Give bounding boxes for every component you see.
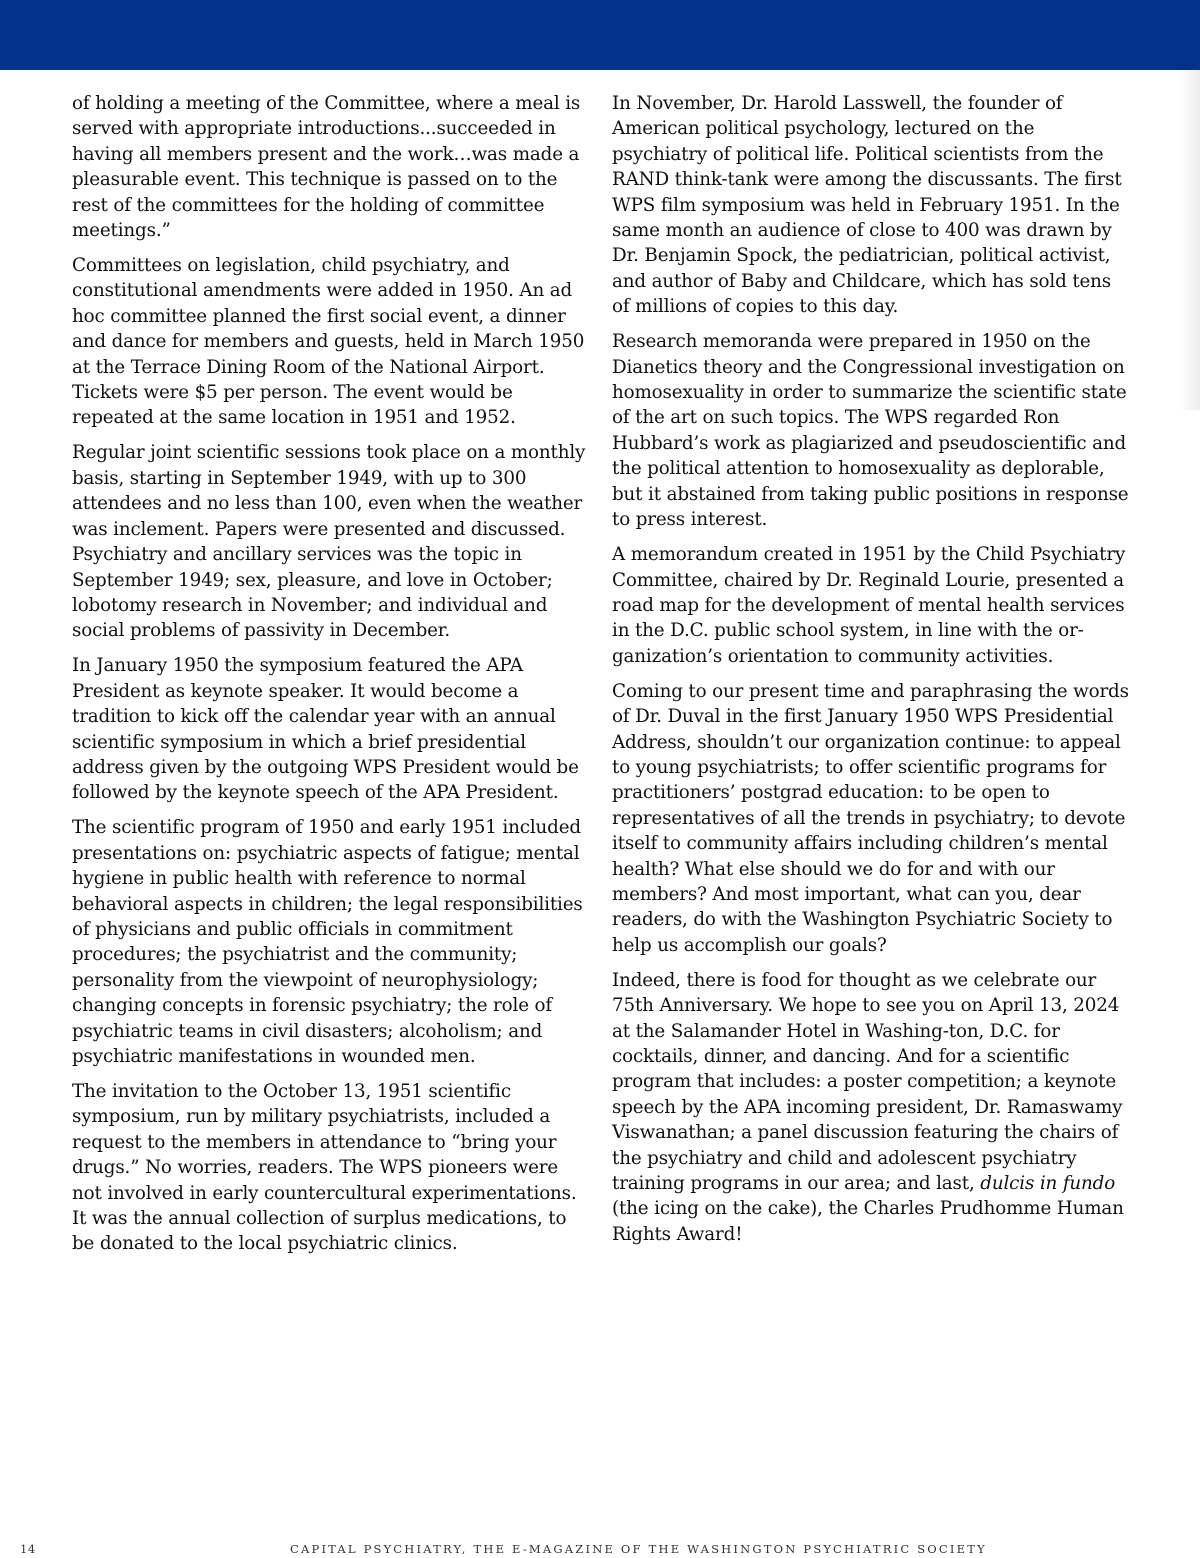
paragraph: Regular joint scientific sessions took place on a monthly basis, starting in September 1949, with up to 300 attendees and no less than 100, even when the weather was inclement. Papers were presented and discussed. Psychiatry and ancillary services was the topic in September 1949; sex, pleasure, and love in October; lobotomy research in November; and individual and social problems of passivity in December. (72, 442, 586, 642)
closing-text-start: Indeed, there is food for thought as we celebrate our 75th Anniversary. We hope to see you on April 13, 2024 at the Salamander Hotel in Washing-ton, D.C. for cocktails, dinner, and dancing. And for a scientific program that includes: a poster competition; a keynote speech by the APA incoming president, Dr. Ramaswamy Viswanathan; a panel discussion featuring the chairs of the psychiatry and child and adolescent psychiatry training programs in our area; and last, (612, 969, 1123, 1195)
page-number: 14 (20, 1542, 36, 1556)
page-footer (0, 1542, 1200, 1558)
publication-title: CAPITAL PSYCHIATRY, THE E-MAGAZINE OF THE WASHINGTON PSYCHIATRIC SOCIETY (290, 1542, 987, 1556)
paragraph: The scientific program of 1950 and early 1951 included presentations on: psychiatric aspects of fatigue; mental hygiene in public health with reference to normal behavioral aspects in children; the legal responsibilities of physicians and public officials in commitment procedures; the psychiatrist and the community; personality from the viewpoint of neurophysiology; changing concepts in forensic psychiatry; the role of psychiatric teams in civil disasters; alcoholism; and psychiatric manifestations in wounded men. (72, 817, 583, 1067)
paragraph: Coming to our present time and paraphrasing the words of Dr. Duval in the first January 1950 WPS Presidential Address, shouldn’t our organization continue: to appeal to young psychiatrists; to offer scientific programs for practitioners’ postgrad education: to be open to representatives of all the trends in psychiatry; to devote itself to community affairs including children’s mental health? What else should we do for and with our members? And most important, what can you, dear readers, do with the Washington Psychiatric Society to help us accomplish our goals? (612, 680, 1129, 956)
paragraph: In January 1950 the symposium featured the APA President as keynote speaker. It would become a tradition to kick off the calendar year with an annual scientific symposium in which a brief presidential address given by the outgoing WPS President would be followed by the keynote speech of the APA President. (72, 655, 579, 804)
latin-phrase: dulcis in fundo (980, 1173, 1116, 1195)
left-column (72, 91, 592, 1266)
header-band (0, 0, 1200, 70)
paragraph: Research memoranda were prepared in 1950 on the Dianetics theory and the Congressional investigation on homosexuality in order to summarize the scientific state of the art on such topics. The WPS regarded Ron Hubbard’s work as plagiarized and pseudoscientific and the political attention to homosexuality as deplorable, but it abstained from taking public positions in response to press interest. (612, 331, 1129, 531)
paragraph: Committees on legislation, child psychiatry, and constitutional amendments were added in 1950. An ad hoc committee planned the first social event, a dinner and dance for members and guests, held in March 1950 at the Terrace Dining Room of the National Airport. Tickets were $5 per person. The event would be repeated at the same location in 1951 and 1952. (72, 255, 585, 429)
closing-paragraph (612, 968, 1132, 1247)
paragraph: In November, Dr. Harold Lasswell, the founder of American political psychology, lectured on the psychiatry of political life. Political scientists from the RAND think-tank were among the discussants. The first WPS film symposium was held in February 1951. In the same month an audience of close to 400 was drawn by Dr. Benjamin Spock, the pediatrician, political activist, and author of Baby and Childcare, which has sold tens of millions of copies to this day. (612, 93, 1122, 318)
paragraph: The invitation to the October 13, 1951 scientific symposium, run by military psychiatrists, included a request to the members in attendance to “bring your drugs.” No worries, readers. The WPS pioneers were not involved in early countercultural experimentations. It was the annual collection of surplus medications, to be donated to the local psychiatric clinics. (72, 1081, 577, 1255)
paragraph: of holding a meeting of the Committee, where a meal is served with appropriate introductions...succeeded in having all members present and the work…was made a pleasurable event. This technique is passed on to the rest of the committees for the holding of committee meetings.” (72, 93, 581, 242)
paragraph: A memorandum created in 1951 by the Child Psychiatry Committee, chaired by Dr. Reginald Lourie, presented a road map for the development of mental health services in the D.C. public school system, in line with the or-ganization’s orientation to community activities. (612, 544, 1126, 667)
page-edge-shadow (1178, 70, 1200, 410)
closing-text-end: (the icing on the cake), the Charles Prudhomme Human Rights Award! (612, 1198, 1124, 1245)
right-column (612, 91, 1132, 1257)
